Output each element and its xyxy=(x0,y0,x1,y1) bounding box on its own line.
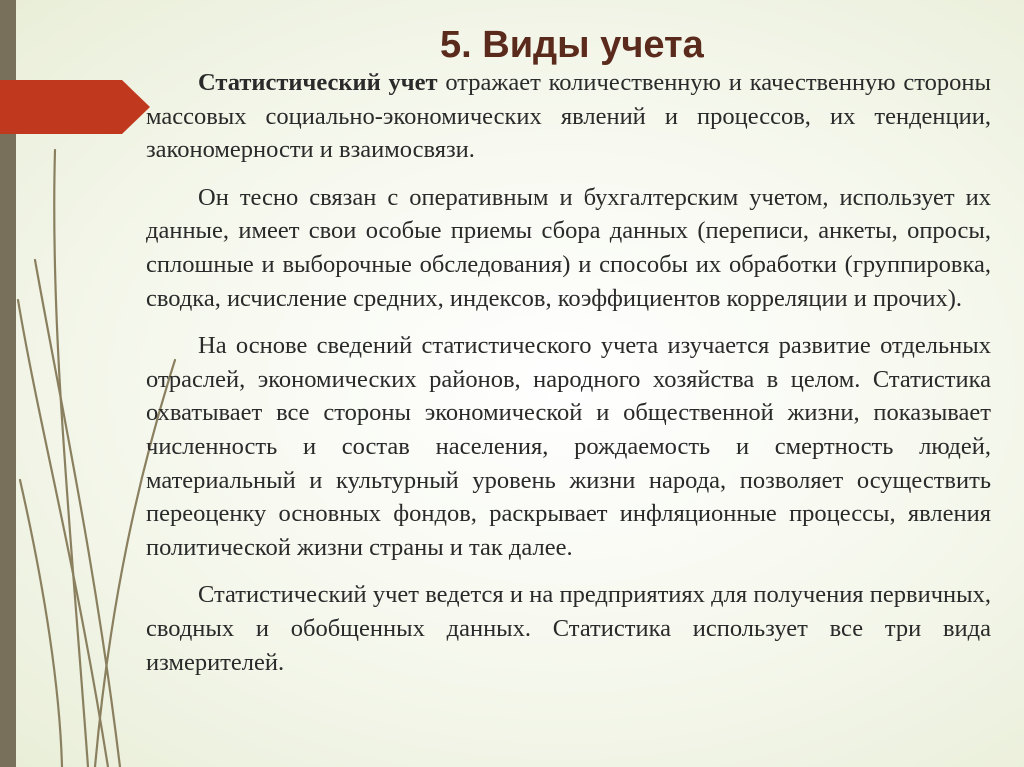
paragraph-2: Он тесно связан с оперативным и бухгалтерским учетом, использует их данные, имеет свои особые приемы сбора данных (переписи, анкеты, опросы, сплошные и выборочные обследования) и способы их обработки (группировка, сводка, исчисление средних, индексов, коэффициентов корреляции и прочих). xyxy=(146,183,991,312)
paragraph-3: На основе сведений статистического учета изучается развитие отдельных отраслей, экономических районов, народного хозяйства в целом. Статистика охватывает все стороны экономической и общественной жизни, показывает численность и состав населения, рождаемость и смертность людей, материальный и культурный уровень жизни народа, позволяет осуществить переоценку основных фондов, раскрывает инфляционные процессы, явления политической жизни страны и так далее. xyxy=(146,332,991,561)
paragraph-1 xyxy=(146,66,991,167)
slide-title: 5. Виды учета xyxy=(440,24,704,66)
slide-body xyxy=(146,66,991,693)
paragraph-1-bold-lead: Статистический учет xyxy=(198,69,438,96)
red-arrow-shape xyxy=(0,80,150,134)
paragraph-1-text: отражает количественную и качественную стороны массовых социально-экономических явлений и процессов, их тенденции, закономерности и взаимосвязи. xyxy=(146,69,992,164)
paragraph-4: Статистический учет ведется и на предприятиях для получения первичных, сводных и обобщенных данных. Статистика использует все три вида измерителей. xyxy=(146,581,991,676)
